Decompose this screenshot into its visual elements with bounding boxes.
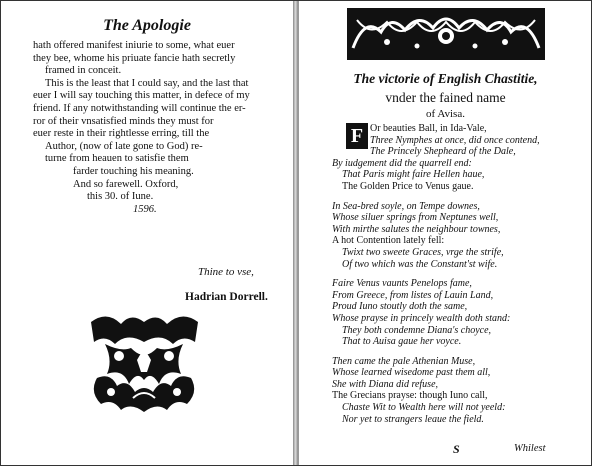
body-line: hath offered manifest iniurie to some, what euer xyxy=(33,40,235,51)
body-line: this 30. of Iune. xyxy=(87,191,154,203)
left-page xyxy=(1,1,294,465)
verse-line: The Princely Shepheard of the Dale, xyxy=(370,146,516,158)
body-line: farder touching his meaning. xyxy=(73,165,194,177)
running-head: The Apologie xyxy=(103,17,191,34)
body-line: Author, (now of late gone to God) re- xyxy=(45,140,203,152)
body-line: turne from heauen to satisfie them xyxy=(45,153,189,165)
verse-line: A hot Contention lately fell: xyxy=(332,235,445,247)
body-line: euer reste in their rightlesse erring, till the xyxy=(33,128,210,140)
verse-line: In Sea-bred soyle, on Tempe downes, xyxy=(332,200,480,212)
verse-line: Three Nymphes at once, did once contend, xyxy=(370,134,540,146)
verse-line: Of two which was the Constant'st wife. xyxy=(342,258,498,270)
drop-cap-initial: F xyxy=(346,123,368,149)
poem-body xyxy=(332,123,587,425)
verse-line: They both condemne Diana's choyce, xyxy=(342,324,492,336)
verse-line: Whose siluer springs from Neptunes well, xyxy=(332,212,499,224)
verse-line: She with Diana did refuse, xyxy=(332,378,439,390)
verse-line: The Golden Price to Venus gaue. xyxy=(342,180,474,192)
headpiece-ornament xyxy=(347,8,545,60)
verse-line: Whose learned wisedome past them all, xyxy=(332,367,491,379)
body-line: friend. If any notwithstanding will continue the er- xyxy=(33,102,246,114)
verse-line: By iudgement did the quarrell end: xyxy=(332,157,472,169)
verse-line: Whose prayse in princely wealth doth stand: xyxy=(332,312,511,324)
verse-line: From Greece, from listes of Lauin Land, xyxy=(332,289,494,301)
verse-line: Faire Venus vaunts Penelops fame, xyxy=(332,278,472,290)
woodcut-ornament xyxy=(87,308,202,416)
verse-line: The Grecians prayse: though Iuno call, xyxy=(332,390,488,402)
left-body-text xyxy=(33,40,283,216)
signature-line: Thine to vse, xyxy=(198,266,254,278)
catchword: Whilest xyxy=(514,443,546,454)
right-page xyxy=(298,1,592,465)
body-line: framed in conceit. xyxy=(45,65,122,77)
body-line: euer I will say touching this matter, in defece of my xyxy=(33,90,250,102)
poem-title-line3: of Avisa. xyxy=(426,108,465,120)
body-line: This is the least that I could say, and the last that xyxy=(45,77,249,89)
verse-line: Then came the pale Athenian Muse, xyxy=(332,355,476,367)
verse-line: With mirthe salutes the neighbour townes, xyxy=(332,223,501,235)
poem-title-line2: vnder the fained name xyxy=(385,90,506,105)
date-line: 1596. xyxy=(133,203,157,215)
body-line: they bee, whome his priuate fancie hath secretly xyxy=(33,52,236,64)
verse-line: Or beauties Ball, in Ida-Vale, xyxy=(370,123,487,134)
poem-title-line1: The victorie of English Chastitie, xyxy=(353,71,538,86)
verse-line: Twixt two sweete Graces, vrge the strife, xyxy=(342,246,504,258)
verse-line: That Paris might faire Hellen haue, xyxy=(342,169,485,181)
body-line: And so farewell. Oxford, xyxy=(73,178,179,190)
verse-line: Nor yet to strangers leaue the field. xyxy=(342,413,484,425)
verse-line: Proud Iuno stoutly doth the same, xyxy=(332,301,468,313)
body-line: ror of their vnsatisfied minds they must for xyxy=(33,115,214,127)
signature-mark: S xyxy=(453,442,460,456)
verse-line: Chaste Wit to Wealth here will not yeeld: xyxy=(342,402,506,414)
verse-line: That to Auisa gaue her voyce. xyxy=(342,336,462,348)
signature-name: Hadrian Dorrell. xyxy=(185,291,268,303)
